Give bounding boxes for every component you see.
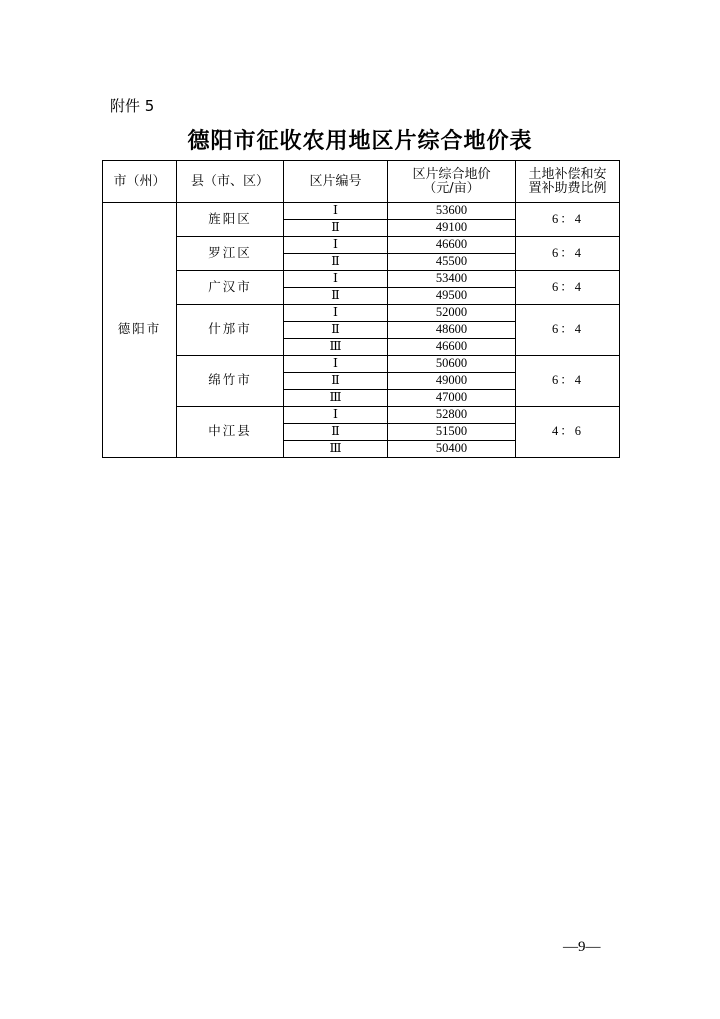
table-row [103,407,620,424]
table-row [103,237,620,254]
zone-code-cell: Ⅰ [284,203,388,220]
attachment-label: 附件 5 [110,97,155,115]
zone-code-cell: Ⅱ [284,322,388,339]
table-row [103,203,620,220]
price-cell: 52800 [388,407,516,424]
zone-code-cell: Ⅰ [284,271,388,288]
zone-code-cell: Ⅰ [284,407,388,424]
ratio-cell: 4：6 [516,407,620,458]
price-cell: 52000 [388,305,516,322]
price-cell: 51500 [388,424,516,441]
ratio-cell: 6：4 [516,203,620,237]
price-cell: 49100 [388,220,516,237]
price-cell: 49000 [388,373,516,390]
price-cell: 46600 [388,237,516,254]
page-title: 德阳市征收农用地区片综合地价表 [187,128,533,154]
page-number: —9— [563,939,601,955]
price-cell: 46600 [388,339,516,356]
table-body [103,203,620,458]
zone-code-cell: Ⅲ [284,339,388,356]
zone-code-cell: Ⅱ [284,288,388,305]
price-cell: 50400 [388,441,516,458]
header-price-line2: （元/亩） [423,180,480,196]
price-cell: 49500 [388,288,516,305]
land-price-table [102,160,620,458]
county-cell: 广汉市 [177,271,284,305]
header-ratio-line2: 置补助费比例 [528,180,607,196]
header-county: 县（市、区） [177,161,284,203]
county-cell: 中江县 [177,407,284,458]
county-cell: 什邡市 [177,305,284,356]
zone-code-cell: Ⅱ [284,424,388,441]
header-city: 市（州） [103,161,177,203]
header-price [388,161,516,203]
ratio-cell: 6：4 [516,305,620,356]
header-ratio [516,161,620,203]
zone-code-cell: Ⅰ [284,237,388,254]
zone-code-cell: Ⅱ [284,373,388,390]
price-cell: 53600 [388,203,516,220]
ratio-cell: 6：4 [516,356,620,407]
price-cell: 47000 [388,390,516,407]
zone-code-cell: Ⅱ [284,220,388,237]
county-cell: 绵竹市 [177,356,284,407]
zone-code-cell: Ⅰ [284,356,388,373]
price-cell: 53400 [388,271,516,288]
table-row [103,305,620,322]
header-zone-code: 区片编号 [284,161,388,203]
price-cell: 48600 [388,322,516,339]
price-cell: 45500 [388,254,516,271]
city-cell: 德阳市 [103,203,177,458]
ratio-cell: 6：4 [516,237,620,271]
header-ratio-line1: 土地补偿和安 [528,166,607,182]
table-header-row [103,161,620,203]
ratio-cell: 6：4 [516,271,620,305]
zone-code-cell: Ⅲ [284,441,388,458]
zone-code-cell: Ⅰ [284,305,388,322]
header-price-line1: 区片综合地价 [412,166,491,182]
table-row [103,356,620,373]
zone-code-cell: Ⅲ [284,390,388,407]
county-cell: 旌阳区 [177,203,284,237]
county-cell: 罗江区 [177,237,284,271]
price-cell: 50600 [388,356,516,373]
zone-code-cell: Ⅱ [284,254,388,271]
table-row [103,271,620,288]
